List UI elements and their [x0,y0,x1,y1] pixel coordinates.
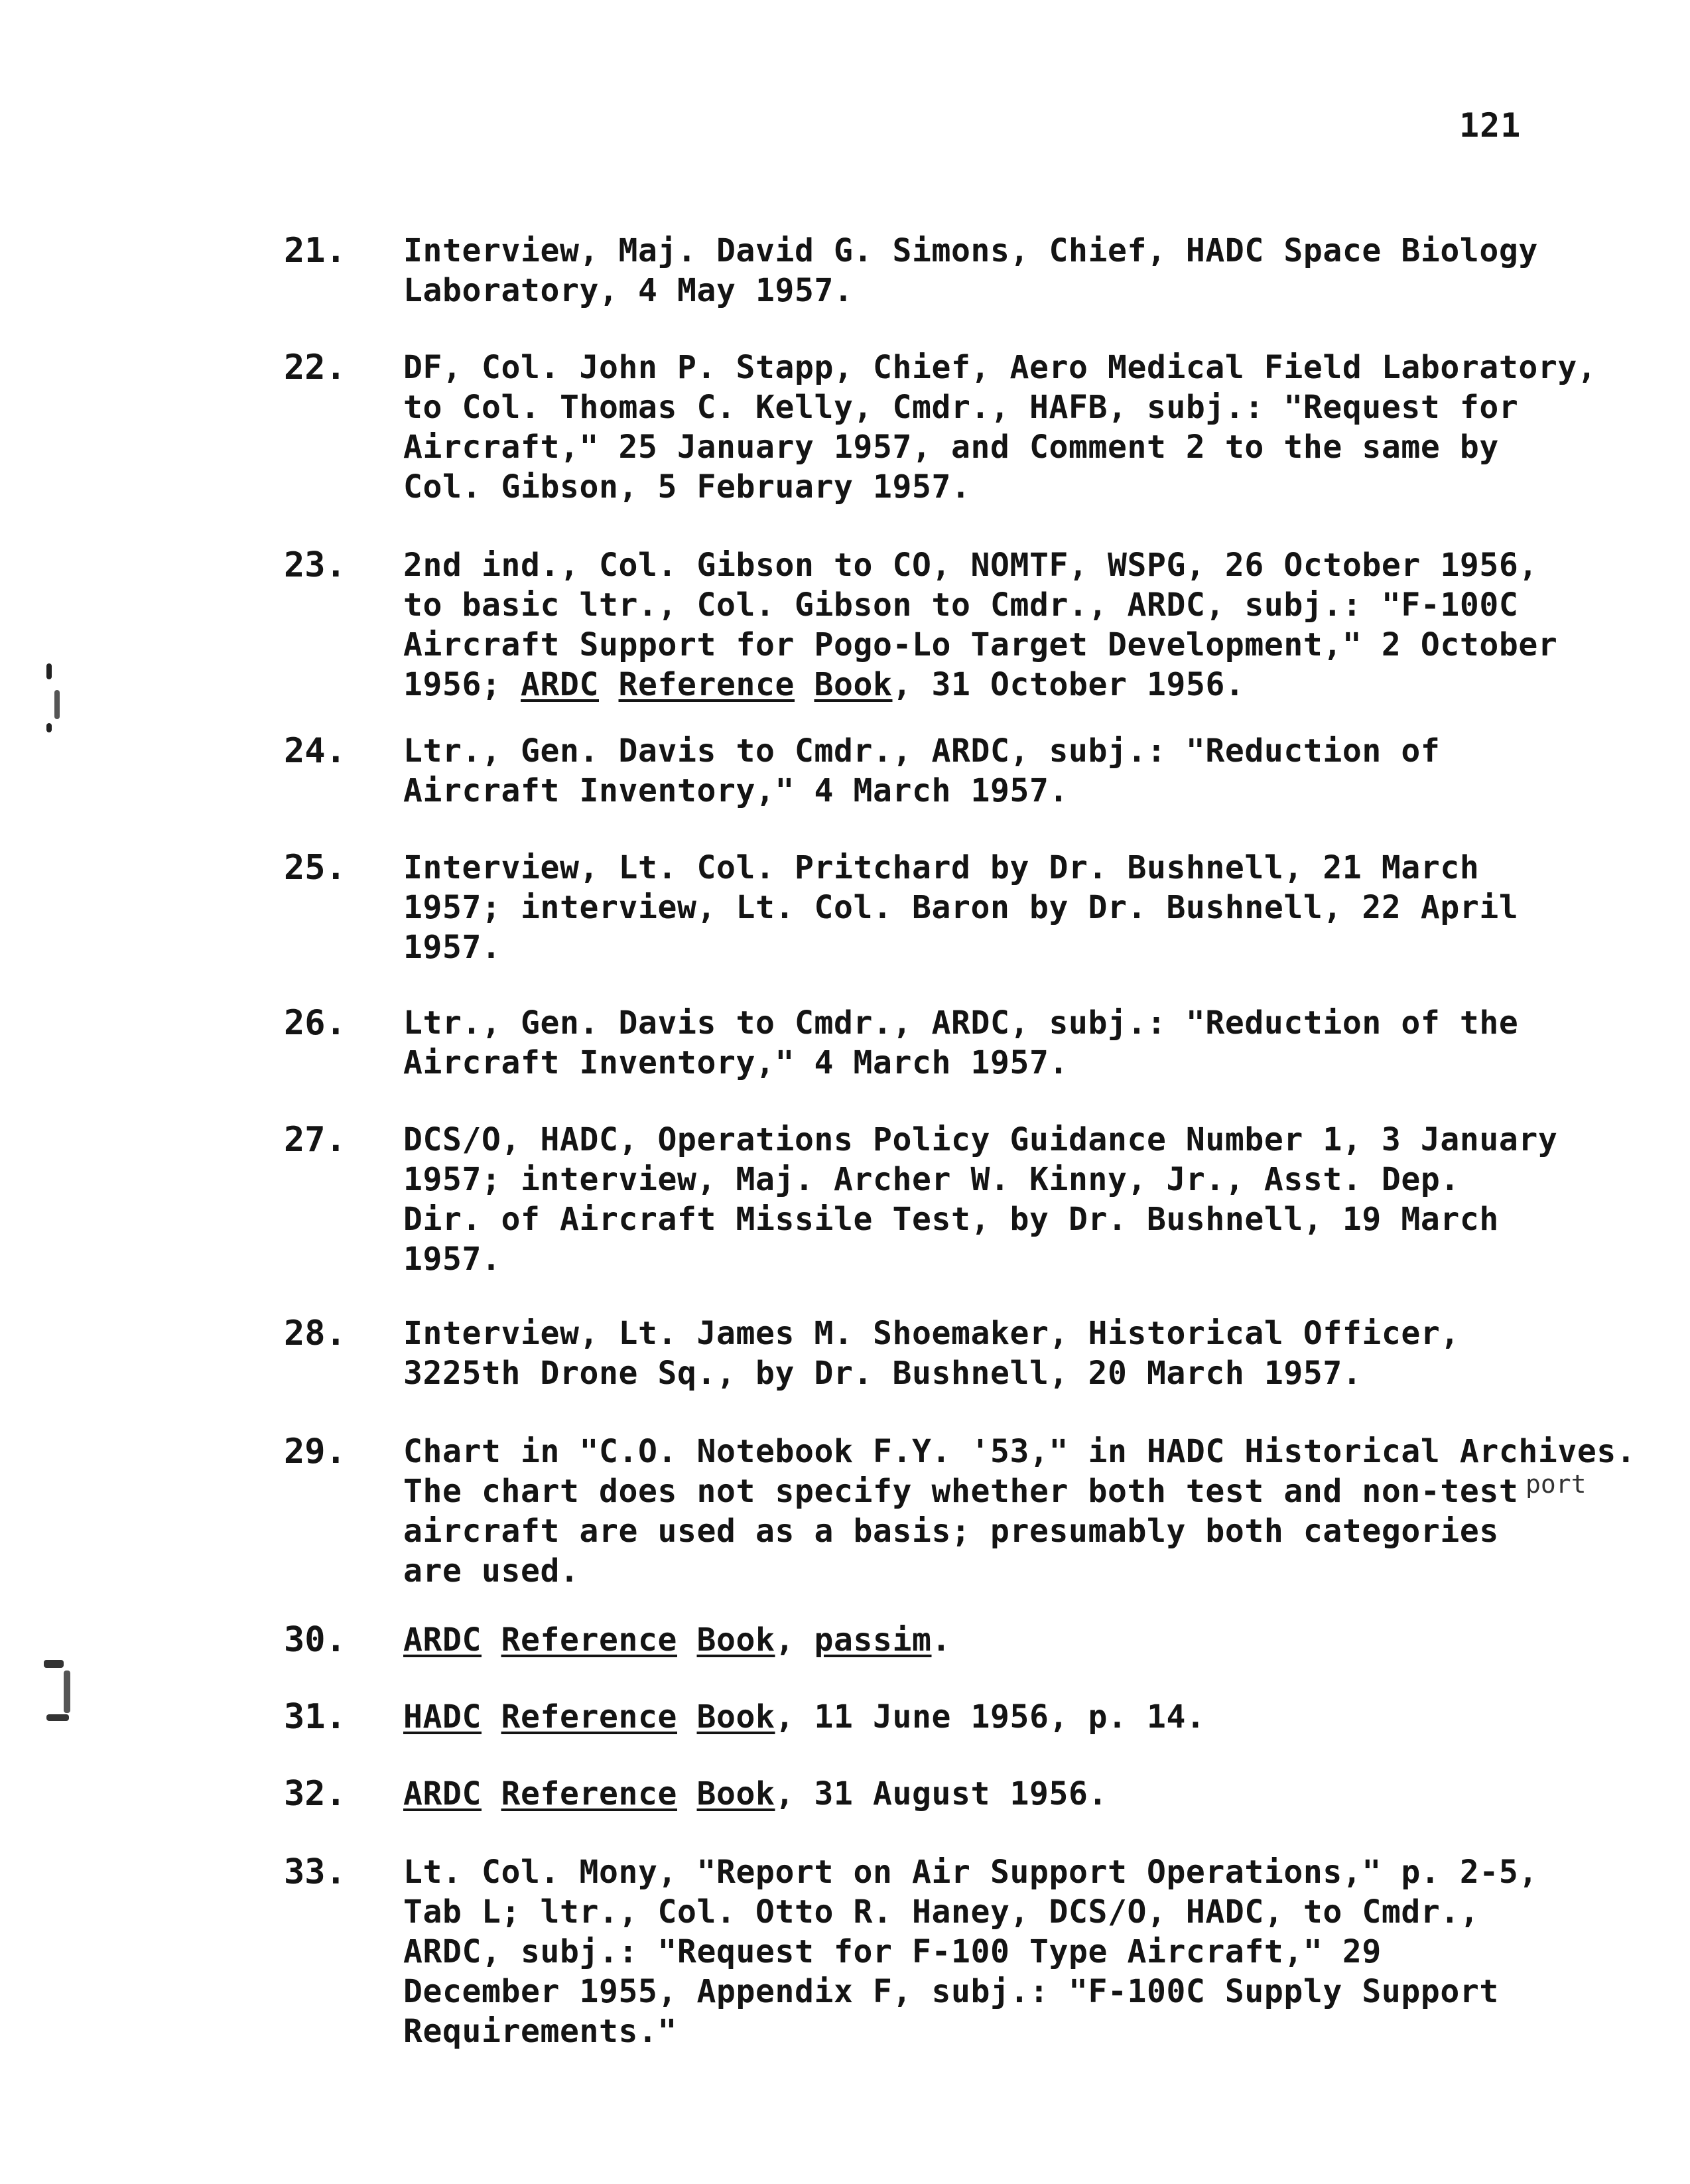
footnote-line: 1957; interview, Maj. Archer W. Kinny, Jr., Asst. Dep. [403,1161,1460,1198]
footnote-line: Tab L; ltr., Col. Otto R. Haney, DCS/O, HADC, to Cmdr., [403,1893,1480,1931]
footnote-line: Interview, Maj. David G. Simons, Chief, HADC Space Biology [403,232,1538,269]
footnote-line: Aircraft," 25 January 1957, and Comment 2 to the same by [403,429,1499,466]
footnote-line: Laboratory, 4 May 1957. [403,272,854,309]
footnote-line: Col. Gibson, 5 February 1957. [403,468,971,506]
reference-title-word: ARDC [403,1775,482,1812]
footnote-line: Ltr., Gen. Davis to Cmdr., ARDC, subj.: "Reduction of [403,732,1441,770]
footnote-line: 1957. [403,929,501,966]
footnote-number: 28. [284,1314,346,1353]
reference-title-word: Book [814,666,893,703]
footnote-line: The chart does not specify whether both test and non-test [403,1473,1519,1510]
footnote-line: December 1955, Appendix F, subj.: "F-100C Supply Support [403,1973,1499,2010]
footnote-line: 1957; interview, Lt. Col. Baron by Dr. Bushnell, 22 April [403,889,1519,926]
footnote-line: Requirements." [403,2013,677,2050]
footnote-line: 3225th Drone Sq., by Dr. Bushnell, 20 March 1957. [403,1355,1362,1392]
footnote-line: Chart in "C.O. Notebook F.Y. '53," in HADC Historical Archives. [403,1433,1636,1470]
text-segment: 1956; [403,666,521,703]
footnote-number: 22. [284,348,346,387]
margin-mark [44,1660,64,1668]
reference-title-word: HADC [403,1698,482,1736]
footnote-line: 1957. [403,1241,501,1278]
footnote-line: aircraft are used as a basis; presumably both categories [403,1513,1499,1550]
footnote-number: 30. [284,1620,346,1660]
footnote-line: 2nd ind., Col. Gibson to CO, NOMTF, WSPG, 26 October 1956, [403,547,1538,584]
footnote-line: Interview, Lt. James M. Shoemaker, Historical Officer, [403,1315,1460,1352]
footnote-number: 23. [284,545,346,585]
footnote-line: Aircraft Inventory," 4 March 1957. [403,1044,1069,1081]
reference-title-word: ARDC [403,1621,482,1659]
reference-title-word: Book [696,1698,775,1736]
footnote-number: 31. [284,1697,346,1737]
footnote-line [403,1774,1663,1814]
text-segment: , [775,1621,814,1659]
footnote-line: ARDC, subj.: "Request for F-100 Type Aircraft," 29 [403,1933,1382,1970]
footnote-line: are used. [403,1552,580,1590]
footnote-line [403,1620,1663,1660]
text-segment: , 31 August 1956. [775,1775,1108,1812]
footnote-line: to Col. Thomas C. Kelly, Cmdr., HAFB, subj.: "Request for [403,389,1519,426]
footnote-number: 24. [284,731,346,771]
footnote-number: 32. [284,1774,346,1814]
margin-mark [46,1714,69,1721]
footnote-line: DCS/O, HADC, Operations Policy Guidance Number 1, 3 January [403,1121,1558,1158]
text-segment: , 31 October 1956. [892,666,1245,703]
text-segment: . [931,1621,951,1659]
footnote-line: Aircraft Inventory," 4 March 1957. [403,772,1069,809]
margin-mark [46,723,52,732]
footnote-line: Ltr., Gen. Davis to Cmdr., ARDC, subj.: "Reduction of the [403,1004,1519,1042]
footnote-line: to basic ltr., Col. Gibson to Cmdr., ARDC, subj.: "F-100C [403,586,1519,624]
footnote-number: 25. [284,848,346,888]
footnote-number: 26. [284,1003,346,1043]
text-segment: , 11 June 1956, p. 14. [775,1698,1206,1736]
reference-title-word: ARDC [521,666,599,703]
footnote-line: Lt. Col. Mony, "Report on Air Support Operations," p. 2-5, [403,1854,1538,1891]
margin-mark [46,663,52,679]
margin-mark [64,1671,70,1713]
footnote-line [403,1697,1663,1737]
footnote-number: 33. [284,1852,346,1892]
reference-title-word: Reference [501,1698,677,1736]
footnote-number: 29. [284,1432,346,1471]
footnote-line [403,665,1663,705]
reference-title-word: Reference [618,666,795,703]
reference-title-word: Book [696,1775,775,1812]
footnote-line: Interview, Lt. Col. Pritchard by Dr. Bushnell, 21 March [403,849,1480,886]
reference-title-word: Reference [501,1621,677,1659]
footnote-line: DF, Col. John P. Stapp, Chief, Aero Medical Field Laboratory, [403,349,1597,386]
bleed-through-text: port [1526,1469,1587,1499]
passim-term: passim [814,1621,932,1659]
page-number: 121 [1459,106,1522,145]
footnote-number: 27. [284,1120,346,1160]
footnote-line: Dir. of Aircraft Missile Test, by Dr. Bushnell, 19 March [403,1201,1499,1238]
footnote-line: Aircraft Support for Pogo-Lo Target Development," 2 October [403,626,1558,663]
reference-title-word: Reference [501,1775,677,1812]
footnote-number: 21. [284,231,346,271]
margin-mark [54,690,60,719]
reference-title-word: Book [696,1621,775,1659]
